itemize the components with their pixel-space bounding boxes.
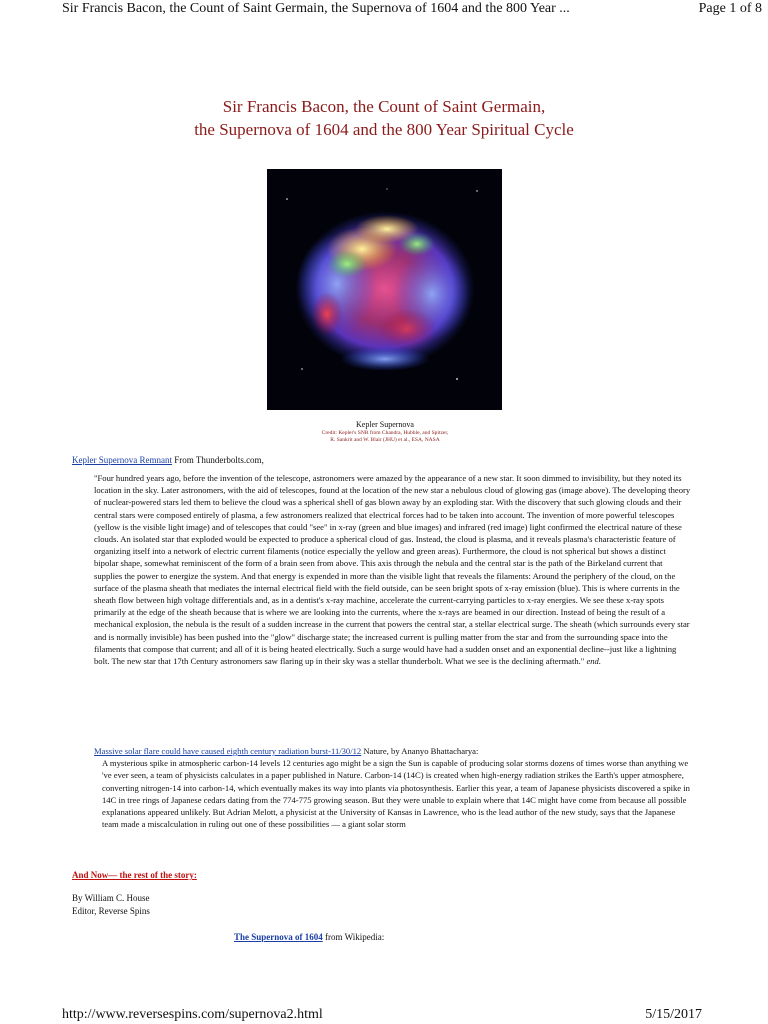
solar-flare-body: A mysterious spike in atmospheric carbon-14 levels 12 centuries ago might be a sign the Sun is capable of producing solar storms dozens of times worse than anything we 've ever seen, a team of physicists calculates in a paper published in Nature. Carbon-14 (14C) is created when high-energy radiation strikes the Earth's upper atmosphere, converting nitrogen-14 into carbon-14, which eventually makes its way into plants via photosynthesis. Earlier this year, a team of Japanese physicists discovered a spike in 14C in tree rings of Japanese cedars dating from the 774-775 growing season. But they were unable to explain where that 14C might have come from because all possible explanations appeared unlikely. But Adrian Melott, a physicist at the University of Kansas in Lawrence, who is the lead author of the new study, says that the Japanese team made a miscalculation in ruling out one of these possibilities — a giant solar storm xyxy=(102,758,690,830)
solar-flare-heading xyxy=(94,745,692,757)
rest-of-story-line xyxy=(72,869,197,881)
kepler-supernova-image xyxy=(267,169,502,410)
quote-end: end. xyxy=(586,656,601,667)
byline-author: By William C. House xyxy=(72,893,150,903)
kepler-remnant-link[interactable]: Kepler Supernova Remnant xyxy=(72,455,172,465)
caption-credit-line-2: R. Sankrit and W. Blair (JHU) et al., ESA, NASA xyxy=(330,437,440,443)
solar-flare-section xyxy=(94,745,692,830)
caption-title: Kepler Supernova xyxy=(356,420,414,429)
byline xyxy=(72,892,150,917)
pdf-page-header xyxy=(62,0,762,18)
wikipedia-line xyxy=(234,931,384,943)
kepler-remnant-line xyxy=(72,454,264,466)
thunderbolts-quote xyxy=(94,472,692,667)
solar-flare-source: Nature, by Ananyo Bhattacharya: xyxy=(361,746,479,756)
supernova-1604-link[interactable]: The Supernova of 1604 xyxy=(234,932,323,942)
header-page-number: Page 1 of 8 xyxy=(698,1,762,16)
header-title: Sir Francis Bacon, the Count of Saint Germain, the Supernova of 1604 and the 800 Year ... xyxy=(62,1,570,16)
page-title-line-1: Sir Francis Bacon, the Count of Saint Germain, xyxy=(222,97,546,116)
supernova-graphic xyxy=(267,169,502,410)
caption-credit-line-1: Credit: Kepler's SNR from Chandra, Hubble, and Spitzer, xyxy=(321,430,449,436)
byline-role: Editor, Reverse Spins xyxy=(72,905,150,916)
rest-of-story-link[interactable]: And Now— the rest of the story: xyxy=(72,870,197,880)
solar-flare-link[interactable]: Massive solar flare could have caused eighth century radiation burst-11/30/12 xyxy=(94,746,362,756)
kepler-remnant-source: From Thunderbolts.com, xyxy=(171,455,264,465)
footer-date: 5/15/2017 xyxy=(645,1007,702,1022)
page-title-line-2: the Supernova of 1604 and the 800 Year Spiritual Cycle xyxy=(194,120,574,139)
page-title xyxy=(0,95,768,141)
footer-url: http://www.reversespins.com/supernova2.html xyxy=(62,1007,323,1022)
wikipedia-source: from Wikipedia: xyxy=(322,932,385,942)
quote-text: "Four hundred years ago, before the invention of the telescope, astronomers were amazed by the appearance of a new star. It soon dimmed to invisibility, but they noted its location in the sky. Later astronomers, with the aid of telescopes, found at the location of the new star a nebulous cloud of glowing gas (image above). The developing theory of nuclear-powered stars led them to believe the cloud was a spherical shell of gas blown away by an exploding star. With the discovery that such glowing clouds and their central stars were composed entirely of plasma, a few astronomers realized that electrical forces had to be taken into account. The invention of more powerful telescopes (yellow is the visible light image) and of telescopes that could "see" in x-ray (green and blue images) and infrared (red image) light confirmed the electrical nature of these clouds. An isolated star that exploded would be expected to produce a spherical cloud of gas. Instead, the cloud is plasma, and it reveals plasma's characteristic feature of organizing itself into a network of electric current filaments (notice especially the yellow and green areas). Furthermore, the cloud is not spherical but shows a distinct bipolar shape, somewhat reminiscent of the form of a brain seen from above. This axis through the nebula and the central star is the path of the Birkeland current that supplies the power to energize the system. And that energy is expended in more than the visible light that reveals the filaments: Around the periphery of the cloud, on the surface of the plasma sheath that mediates the internal electrical field with the field outside, can be seen bright spots of x-ray emission (blue). This is where currents in the sheath flow between high voltage differentials and, as in a dentist's x-ray machine, accelerate the current-carrying particles to x-ray energies. We see these x-ray spots primarily at the edge of the sheath because that is where we are looking into the currents, where the x-rays are beamed in our direction. Instead of being the result of a mechanical explosion, the nebula is the result of a sudden increase in the current that powers the central star, a stellar electrical surge. The sheath (which surrounds every star and is normally invisible) has been pushed into the "glow" discharge state; the increased current is pulling matter from the star and from the surrounding space into the filaments that compose that current; and all of it is being heated electrically. Such a surge would have had a sudden onset and an exponential decline--just like a lightning bolt. The new star that 17th Century astronomers saw flaring up in their sky was a stellar thunderbolt. What we see is the declining aftermath." xyxy=(94,473,691,667)
pdf-page-footer xyxy=(62,1006,702,1024)
image-caption xyxy=(250,420,520,444)
